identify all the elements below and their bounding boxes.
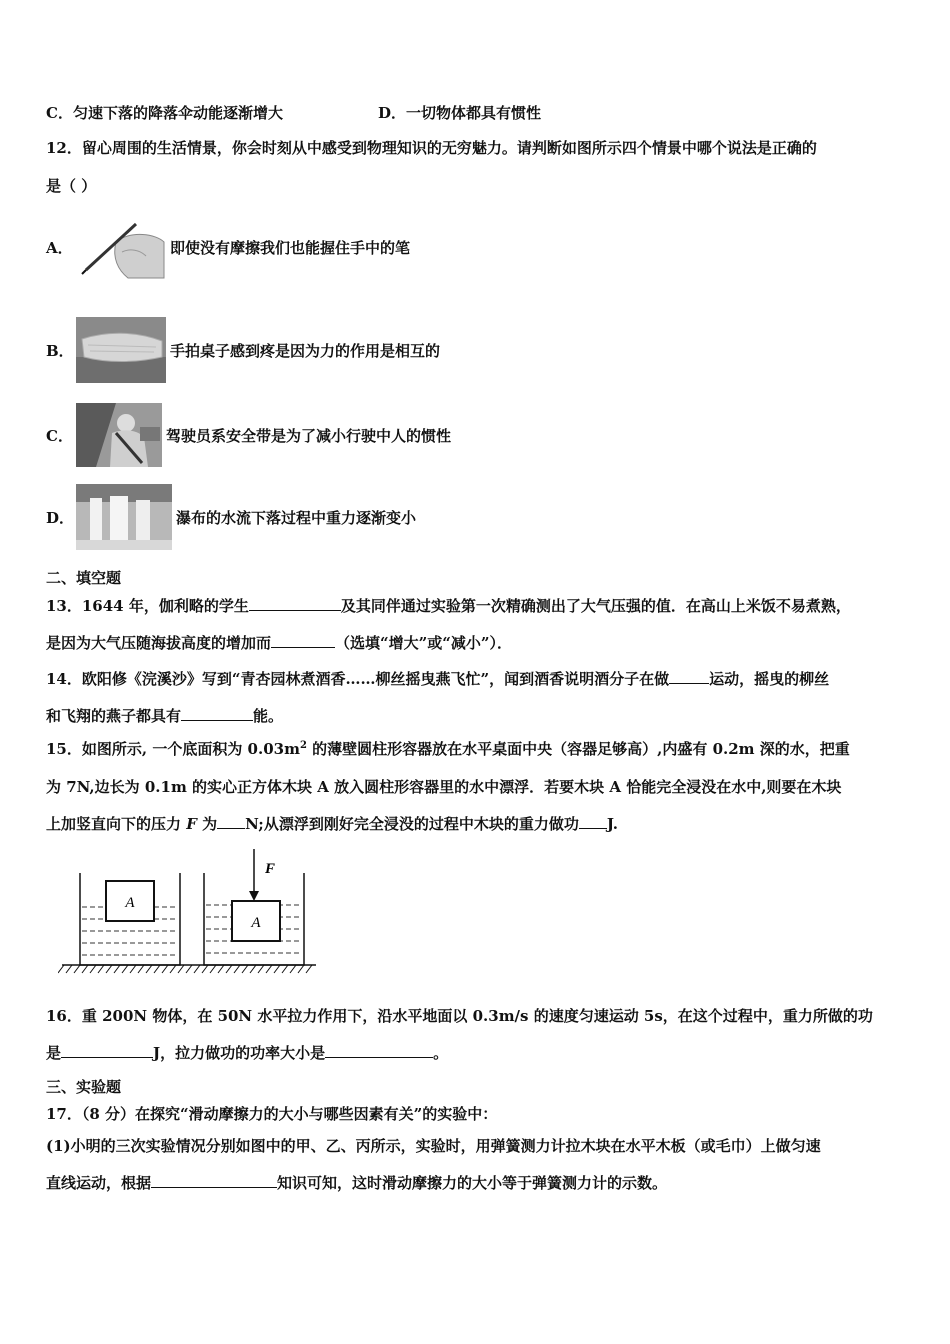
- q15-superscript: 2: [299, 740, 307, 751]
- container-floating: [80, 873, 180, 965]
- q13-blank-1[interactable]: [249, 596, 341, 611]
- option-letter: A．: [46, 238, 73, 257]
- q13-text-2: 及其同伴通过实验第一次精确测出了大气压强的值．在高山上米饭不易煮熟，: [340, 597, 851, 615]
- q16-line2: [46, 1042, 448, 1063]
- q15-text-2: 的薄壁圆柱形容器放在水平桌面中央（容器足够高）,内盛有 0.2m 深的水，把重: [306, 740, 850, 758]
- option-letter: B．: [46, 341, 74, 360]
- q15-line2: 为 7N,边长为 0.1m 的实心正方体木块 A 放入圆柱形容器里的水中漂浮．若要木块 A 恰能完全浸没在水中,则要在木块: [46, 778, 842, 796]
- q17-line3: [46, 1172, 667, 1193]
- q15-diagram: [58, 845, 320, 980]
- q12-option-b: [46, 317, 440, 383]
- q12-option-a: [46, 212, 410, 282]
- q16-blank-2[interactable]: [325, 1043, 433, 1058]
- q12-stem-line1: 12．留心周围的生活情景，你会时刻从中感受到物理知识的无穷魅力。请判断如图所示四个情景中哪个说法是正确的: [46, 139, 817, 157]
- q16-line1: 16．重 200N 物体，在 50N 水平拉力作用下，沿水平地面以 0.3m/s 的速度匀速运动 5s，在这个过程中，重力所做的功: [46, 1007, 873, 1025]
- q12-option-c: [46, 403, 451, 467]
- q13-line2: [46, 632, 512, 653]
- q12-option-d: [46, 484, 416, 550]
- q14-text-2: 运动，摇曳的柳丝: [709, 670, 830, 688]
- block-label-floating: A: [125, 895, 135, 911]
- option-letter: C．: [46, 426, 73, 445]
- q15-blank-1[interactable]: [217, 814, 245, 829]
- q15-line1: [46, 738, 850, 759]
- q14-text-3: 和飞翔的燕子都具有: [46, 707, 182, 725]
- q11-option-d: D．一切物体都具有惯性: [378, 104, 542, 122]
- q16-blank-1[interactable]: [61, 1043, 153, 1058]
- q15-blank-2[interactable]: [579, 814, 607, 829]
- hand-on-table-image: [76, 317, 166, 383]
- q16-text-3: 。: [433, 1044, 449, 1062]
- q14-line1: [46, 668, 829, 689]
- option-text: 驾驶员系安全带是为了减小行驶中人的惯性: [166, 426, 452, 445]
- q15-text-5: N;从漂浮到刚好完全浸没的过程中木块的重力做功: [245, 815, 579, 833]
- q15-line3: [46, 813, 618, 834]
- q14-blank-1[interactable]: [669, 669, 709, 684]
- q15-text-3: 上加竖直向下的压力: [46, 815, 187, 833]
- q13-blank-2[interactable]: [271, 633, 335, 648]
- q17-text-2: 知识可知，这时滑动摩擦力的大小等于弹簧测力计的示数。: [277, 1174, 668, 1192]
- block-label-submerged: A: [251, 915, 261, 931]
- q13-text-3: 是因为大气压随海拔高度的增加而: [46, 634, 272, 652]
- q15-force-symbol: F: [186, 815, 197, 833]
- waterfall-image: [76, 484, 172, 550]
- q15-text-1: 15．如图所示, 一个底面积为 0.03m: [46, 740, 300, 758]
- q16-text-1: 是: [46, 1044, 62, 1062]
- driver-seatbelt-image: [76, 403, 162, 467]
- q13-text-4: （选填“增大”或“减小”）．: [335, 634, 513, 652]
- option-text: 即使没有摩擦我们也能握住手中的笔: [170, 238, 411, 257]
- q17-text-1: 直线运动，根据: [46, 1174, 152, 1192]
- q15-text-6: J.: [606, 815, 618, 833]
- option-text: 手拍桌子感到疼是因为力的作用是相互的: [170, 341, 441, 360]
- option-text: 瀑布的水流下落过程中重力逐渐变小: [176, 508, 417, 527]
- q17-line1: 17．（8 分）在探究“滑动摩擦力的大小与哪些因素有关”的实验中：: [46, 1105, 498, 1123]
- q11-option-c: C．匀速下落的降落伞动能逐渐增大: [46, 104, 283, 122]
- option-letter: D．: [46, 508, 75, 527]
- container-submerged: [204, 849, 304, 965]
- q16-text-2: J，拉力做功的功率大小是: [153, 1044, 326, 1062]
- force-label: F: [265, 861, 276, 877]
- q14-text-4: 能。: [253, 707, 284, 725]
- q14-line2: [46, 705, 283, 726]
- q14-blank-2[interactable]: [181, 706, 253, 721]
- section-title-experiment: 三、实验题: [46, 1078, 122, 1096]
- section-title-fill-in: 二、填空题: [46, 569, 122, 587]
- q12-stem-line2: 是（ ）: [46, 177, 97, 195]
- pen-hand-image: [76, 212, 166, 282]
- q14-text-1: 14．欧阳修《浣溪沙》写到“青杏园林煮酒香……柳丝摇曳燕飞忙”，闻到酒香说明酒分子在做: [46, 670, 670, 688]
- q13-line1: [46, 595, 851, 616]
- q13-text-1: 13．1644 年，伽利略的学生: [46, 597, 249, 615]
- q15-text-4: 为: [196, 815, 218, 833]
- q17-blank-1[interactable]: [151, 1173, 277, 1188]
- q17-line2: (1)小明的三次实验情况分别如图中的甲、乙、丙所示，实验时，用弹簧测力计拉木块在水平木板（或毛巾）上做匀速: [46, 1137, 821, 1155]
